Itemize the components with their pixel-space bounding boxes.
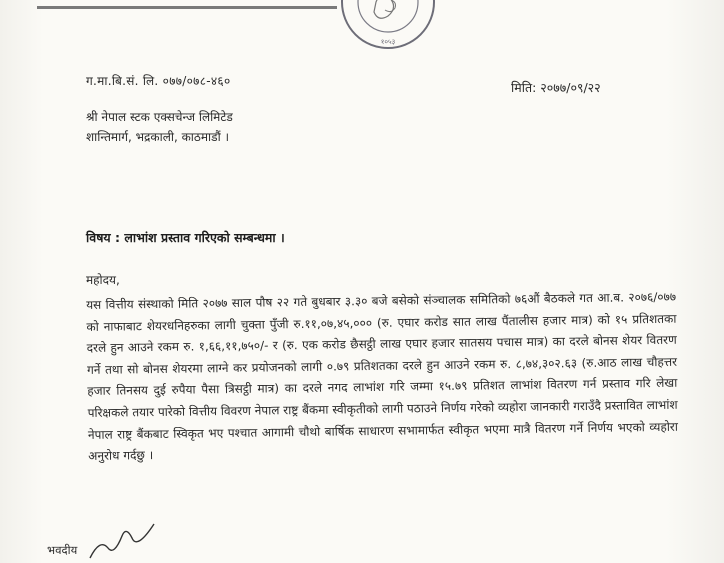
letterhead-rule: [37, 6, 337, 9]
letter-subject: विषय : लाभांश प्रस्ताव गरिएको सम्बन्धमा ।: [86, 230, 285, 245]
salutation: महोदय,: [86, 273, 120, 287]
recipient-address: शान्तिमार्ग, भद्रकाली, काठमाडौं ।: [86, 130, 230, 144]
closing: भवदीय: [47, 543, 78, 557]
seal-number: १०५३: [380, 38, 396, 46]
letter-body: यस वित्तीय संस्थाको मिति २०७७ साल पौष २२ गते बुधबार ३.३० बजे बसेको संञ्चालक समितिको ७६औं बैठकले गत आ.ब. २०७६/०७७ को नाफाबाट शेयरधनिहरुका लागी चुक्ता पुँजी रु.११,०७,४५,००० (रु. एघार करोड सात लाख पैंतालीस हजार मात्र) को १५ प्रतिशतका दरले हुन आउने रकम रु. १,६६,११,७५०/- र (रु. एक करोड छैसट्ठी लाख एघार हजार सातसय पचास मात्र) का दरले बोनस शेयर वितरण गर्ने तथा सो बोनस शेयरमा लाग्ने कर प्रयोजनको लागी ०.७९ प्रतिशतका दरले हुन आउने रकम रु. ८,७४,३०२.६३ (रु.आठ लाख चौहत्तर हजार तिनसय दुई रुपैया पैसा त्रिसट्ठी मात्र) का दरले नगद लाभांश गरि जम्मा १५.७९ प्रतिशत लाभांश वितरण गर्न प्रस्ताव गरि लेखा परिक्षकले तयार पारेको वित्तीय विवरण नेपाल राष्ट्र बैंकमा स्वीकृतीको लागी पठाउने निर्णय गरेको व्यहोरा जानकारी गराउँदै प्रस्तावित लाभांश नेपाल राष्ट्र बैंकबाट स्विकृत भए पश्चात आगामी चौथो बार्षिक साधारण सभामार्फत स्वीकृत भएमा मात्रै वितरण गर्ने निर्णय भएको व्यहोरा अनुरोध गर्दछु ।: [86, 289, 678, 464]
company-seal-stamp: [338, 0, 438, 52]
reference-number: ग.मा.बि.सं. लि. ०७७/०७८-४६०: [86, 74, 231, 88]
recipient-name: श्री नेपाल स्टक एक्सचेन्ज लिमिटेड: [86, 110, 233, 124]
letter-date: मिति: २०७७/०९/२२: [511, 80, 601, 95]
handwritten-signature: [88, 518, 158, 563]
